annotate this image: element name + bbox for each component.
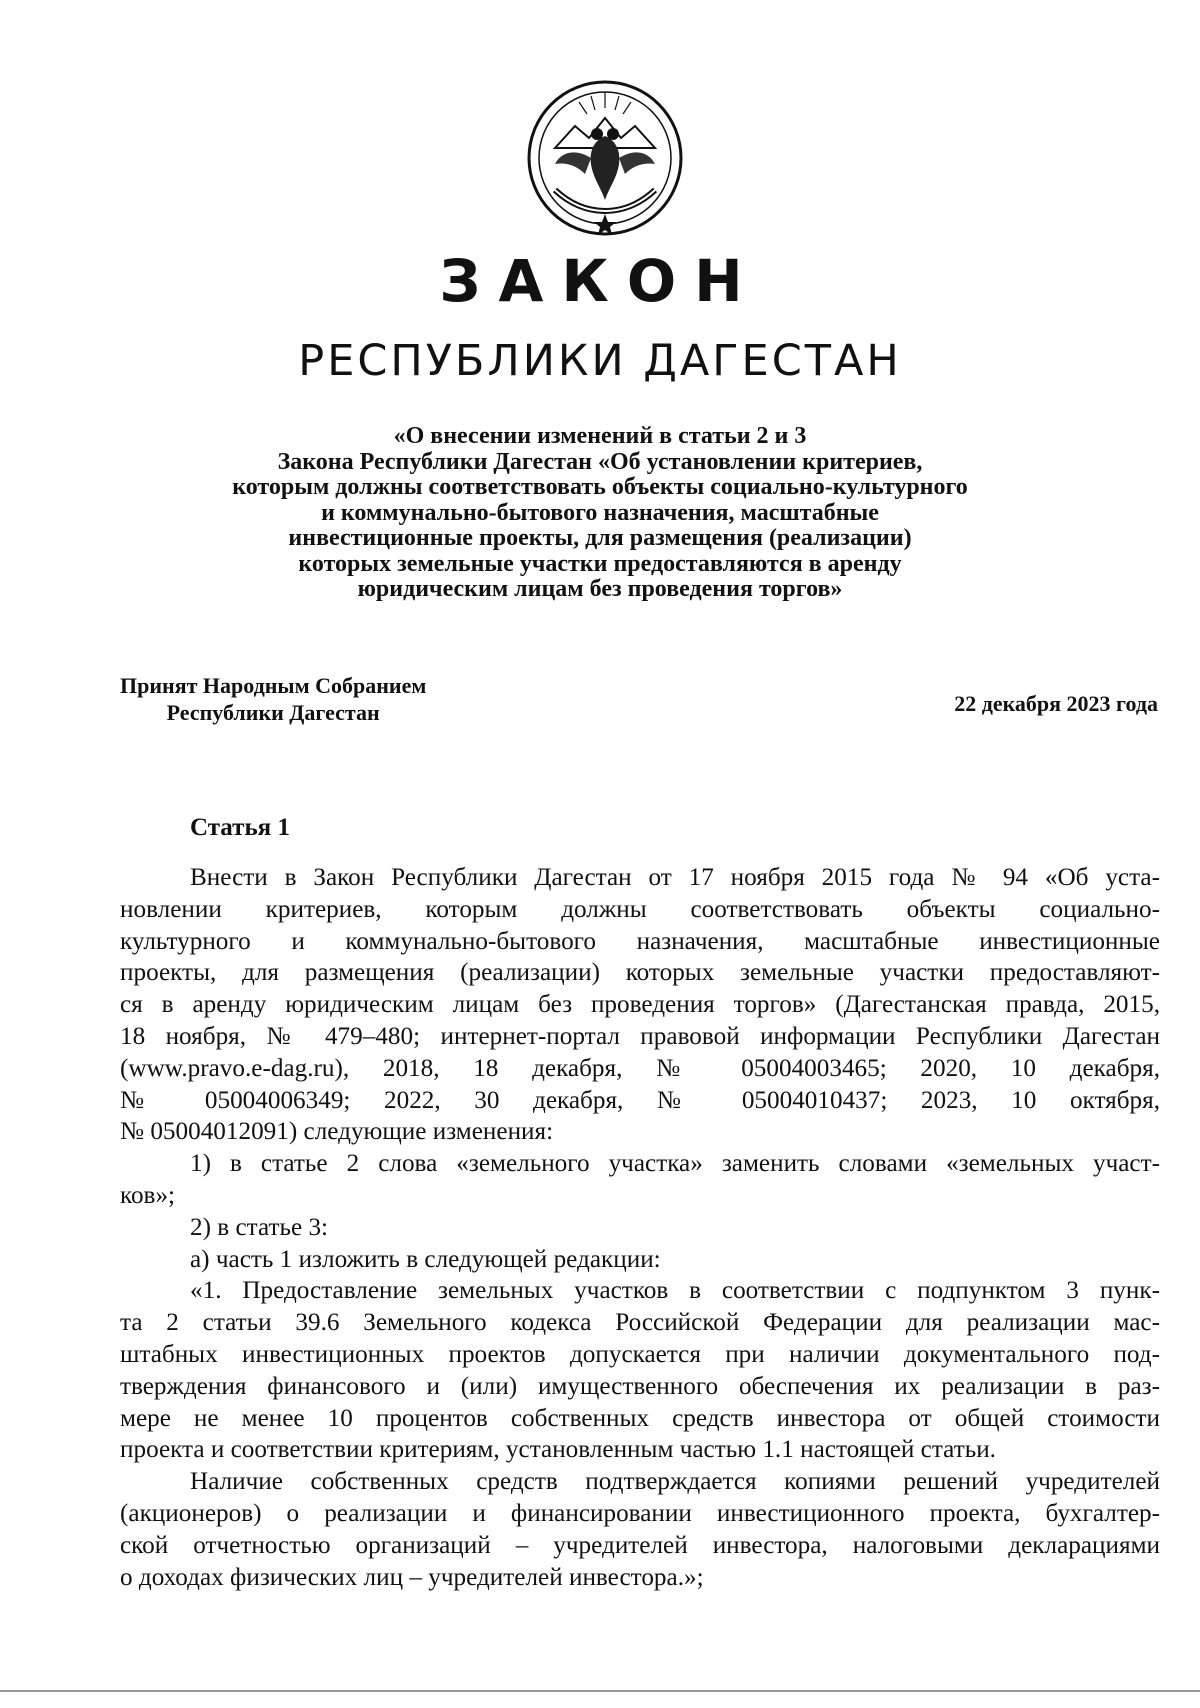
body-line: 2) в статье 3: — [190, 1213, 329, 1241]
body-line: Внести в Закон Республики Дагестан от 17 ноября 2015 года № 94 «Об уста- — [190, 864, 1160, 891]
adoption-line: Принят Народным Собранием — [120, 673, 427, 698]
law-name-line: инвестиционные проекты, для размещения (реализации) — [288, 525, 912, 551]
law-name-line: которых земельные участки предоставляются в аренду — [298, 550, 902, 577]
body-line: 1) в статье 2 слова «земельного участка» заменить словами «земельных участ- — [190, 1150, 1160, 1178]
body-line: штабных инвестиционных проектов допускается при наличии документального под- — [120, 1340, 1160, 1368]
body-line: новлении критериев, которым должны соответствовать объекты социально- — [120, 895, 1160, 923]
body-line: проекта и соответствии критериям, установленным частью 1.1 настоящей статьи. — [120, 1436, 996, 1464]
law-name-block — [90, 424, 1110, 603]
adoption-date: 22 декабря 2023 года — [954, 691, 1158, 716]
body-line: ской отчетностью организаций – учредителей инвестора, налоговыми декларациями — [120, 1531, 1160, 1559]
body-line: ся в аренду юридическим лицам без проведения торгов» (Дагестанская правда, 2015, — [120, 991, 1160, 1019]
body-line: 18 ноября, № 479–480; интернет-портал правовой информации Республики Дагестан — [120, 1022, 1160, 1050]
article-heading: Статья 1 — [190, 814, 290, 841]
law-name-line: Закона Республики Дагестан «Об установлении критериев, — [277, 448, 923, 475]
adoption-body — [120, 672, 426, 726]
body-line: а) часть 1 изложить в следующей редакции: — [190, 1245, 661, 1273]
body-line: (www.pravo.e-dag.ru), 2018, 18 декабря, № 05004003465; 2020, 10 декабря, — [120, 1054, 1160, 1082]
law-subtitle: РЕСПУБЛИКИ ДАГЕСТАН — [298, 336, 902, 386]
body-line: «1. Предоставление земельных участков в соответствии с подпунктом 3 пунк- — [190, 1277, 1160, 1305]
law-name-line: которым должны соответствовать объекты социально-культурного — [232, 474, 968, 500]
law-name-line: «О внесении изменений в статьи 2 и 3 — [393, 423, 807, 449]
coat-of-arms-emblem — [525, 78, 685, 238]
law-title: ЗАКОН — [439, 247, 761, 315]
body-line: проекты, для размещения (реализации) которых земельные участки предоставляют- — [120, 959, 1160, 987]
body-line: мере не менее 10 процентов собственных средств инвестора от общей стоимости — [120, 1404, 1160, 1432]
law-name-line: юридическим лицам без проведения торгов» — [357, 576, 843, 602]
body-line: тверждения финансового и (или) имущественного обеспечения их реализации в раз- — [120, 1372, 1160, 1400]
body-line: та 2 статьи 39.6 Земельного кодекса Российской Федерации для реализации мас- — [120, 1309, 1160, 1337]
body-line: (акционеров) о реализации и финансировании инвестиционного проекта, бухгалтер- — [120, 1499, 1160, 1527]
article-body — [120, 862, 1160, 1593]
body-line: ков»; — [120, 1181, 176, 1209]
body-line: Наличие собственных средств подтверждается копиями решений учредителей — [190, 1468, 1160, 1496]
scan-bottom-edge — [0, 1690, 1200, 1692]
law-name-line: и коммунально-бытового назначения, масштабные — [321, 499, 879, 526]
body-line: № 05004006349; 2022, 30 декабря, № 05004010437; 2023, 10 октября, — [120, 1086, 1160, 1114]
body-line: культурного и коммунально-бытового назначения, масштабные инвестиционные — [120, 927, 1160, 955]
adoption-line: Республики Дагестан — [166, 700, 380, 725]
body-line: о доходах физических лиц – учредителей инвестора.»; — [120, 1563, 704, 1591]
body-line: № 05004012091) следующие изменения: — [120, 1118, 554, 1146]
